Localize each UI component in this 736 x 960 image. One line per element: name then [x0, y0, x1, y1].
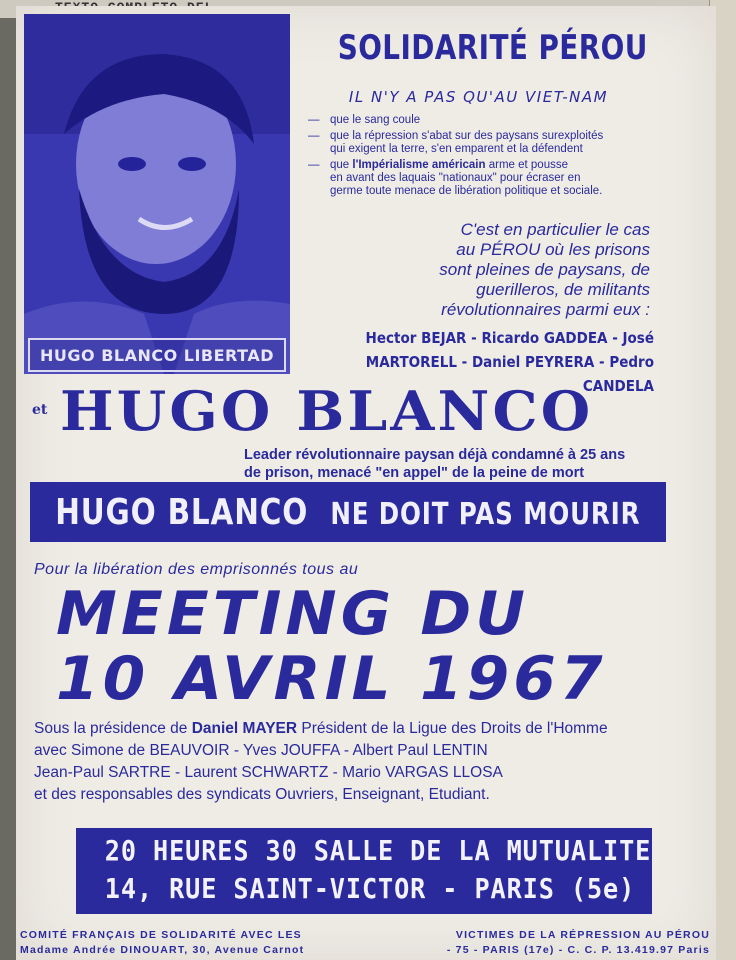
meeting-heading-line1: MEETING DU [56, 579, 530, 649]
footer-row [20, 928, 710, 943]
clause-dash: — [308, 114, 320, 126]
clauses-list [308, 114, 653, 201]
portrait-illustration [24, 14, 290, 374]
presidence-block [34, 718, 714, 806]
particular-line: guerilleros, de militants [476, 280, 650, 299]
presidence-text: Président de la Ligue des Droits de l'Homme [297, 720, 608, 737]
clause-line: germe toute menace de libération politique et sociale. [330, 185, 603, 197]
pour-liberation-text: Pour la libération des emprisonnés tous au [34, 561, 359, 578]
committee-footer [20, 928, 710, 958]
clause-line: que la répression s'abat sur des paysans surexploités [330, 130, 604, 142]
participants-line: et des responsables des syndicats Ouvriers, Enseignant, Etudiant. [34, 786, 490, 803]
portrait-photo [24, 14, 290, 374]
poster [16, 6, 716, 960]
particular-line: révolutionnaires parmi eux : [441, 300, 650, 319]
slogan-banner [30, 482, 666, 542]
et-label: et [32, 402, 48, 418]
clause-dash: — [308, 159, 320, 171]
participants-line: avec Simone de BEAUVOIR - Yves JOUFFA - Albert Paul LENTIN [34, 742, 488, 759]
clause-item [308, 114, 653, 127]
leader-description [244, 446, 664, 482]
presidence-text: Sous la présidence de [34, 720, 192, 737]
venue-line: 14, RUE SAINT-VICTOR - PARIS (5e) [104, 872, 636, 905]
clause-item [308, 159, 653, 198]
footer-text: Madame Andrée DINOUART, 30, Avenue Carnot [20, 944, 305, 956]
clause-line: que le sang coule [330, 114, 421, 126]
clause-line: qui exigent la terre, s'en emparent et la défendent [330, 143, 583, 155]
particular-line: C'est en particulier le cas [460, 220, 650, 239]
hugo-blanco-headline: HUGO BLANCO [60, 379, 594, 443]
meeting-heading-line2: 10 AVRIL 1967 [56, 644, 607, 714]
leader-line: Leader révolutionnaire paysan déjà condamné à 25 ans [244, 447, 626, 463]
participants-line: Jean-Paul SARTRE - Laurent SCHWARTZ - Mario VARGAS LLOSA [34, 764, 503, 781]
presidence-line [34, 718, 714, 740]
particular-line: au PÉROU où les prisons [456, 240, 650, 259]
slogan-part2: NE DOIT PAS MOURIR [330, 496, 641, 532]
footer-text: VICTIMES DE LA RÉPRESSION AU PÉROU [455, 929, 710, 941]
clause-dash: — [308, 130, 320, 142]
leader-line: de prison, menacé "en appel" de la peine de mort [244, 465, 585, 481]
names-line: Hector BEJAR - Ricardo GADDEA - José [365, 329, 654, 347]
footer-row [20, 943, 710, 958]
venue-line: 20 HEURES 30 SALLE DE LA MUTUALITE [104, 834, 652, 867]
footer-text: COMITÉ FRANÇAIS DE SOLIDARITÉ AVEC LES [20, 929, 302, 941]
slogan-text [55, 492, 640, 533]
poster-title: SOLIDARITÉ PÉROU [337, 28, 648, 68]
poster-subtitle: IL N'Y A PAS QU'AU VIET-NAM [348, 88, 609, 106]
slogan-part1: HUGO BLANCO [55, 491, 309, 533]
clause-text: arme et pousse [485, 159, 568, 171]
clause-line: en avant des laquais "nationaux" pour écraser en [330, 172, 581, 184]
particular-paragraph [408, 220, 650, 320]
president-name: Daniel MAYER [191, 720, 298, 737]
clause-line [330, 159, 602, 172]
venue-banner [76, 828, 652, 914]
particular-line: sont pleines de paysans, de [439, 260, 650, 279]
clause-emphasis: l'Impérialisme américain [352, 159, 486, 171]
clause-text: que [330, 159, 353, 171]
names-line: MARTORELL - Daniel PEYRERA - Pedro CANDELA [365, 353, 654, 395]
footer-text: - 75 - PARIS (17e) - C. C. P. 13.419.97 Paris [446, 944, 710, 956]
clause-item [308, 130, 653, 156]
photo-banner-text: HUGO BLANCO LIBERTAD [28, 338, 286, 372]
